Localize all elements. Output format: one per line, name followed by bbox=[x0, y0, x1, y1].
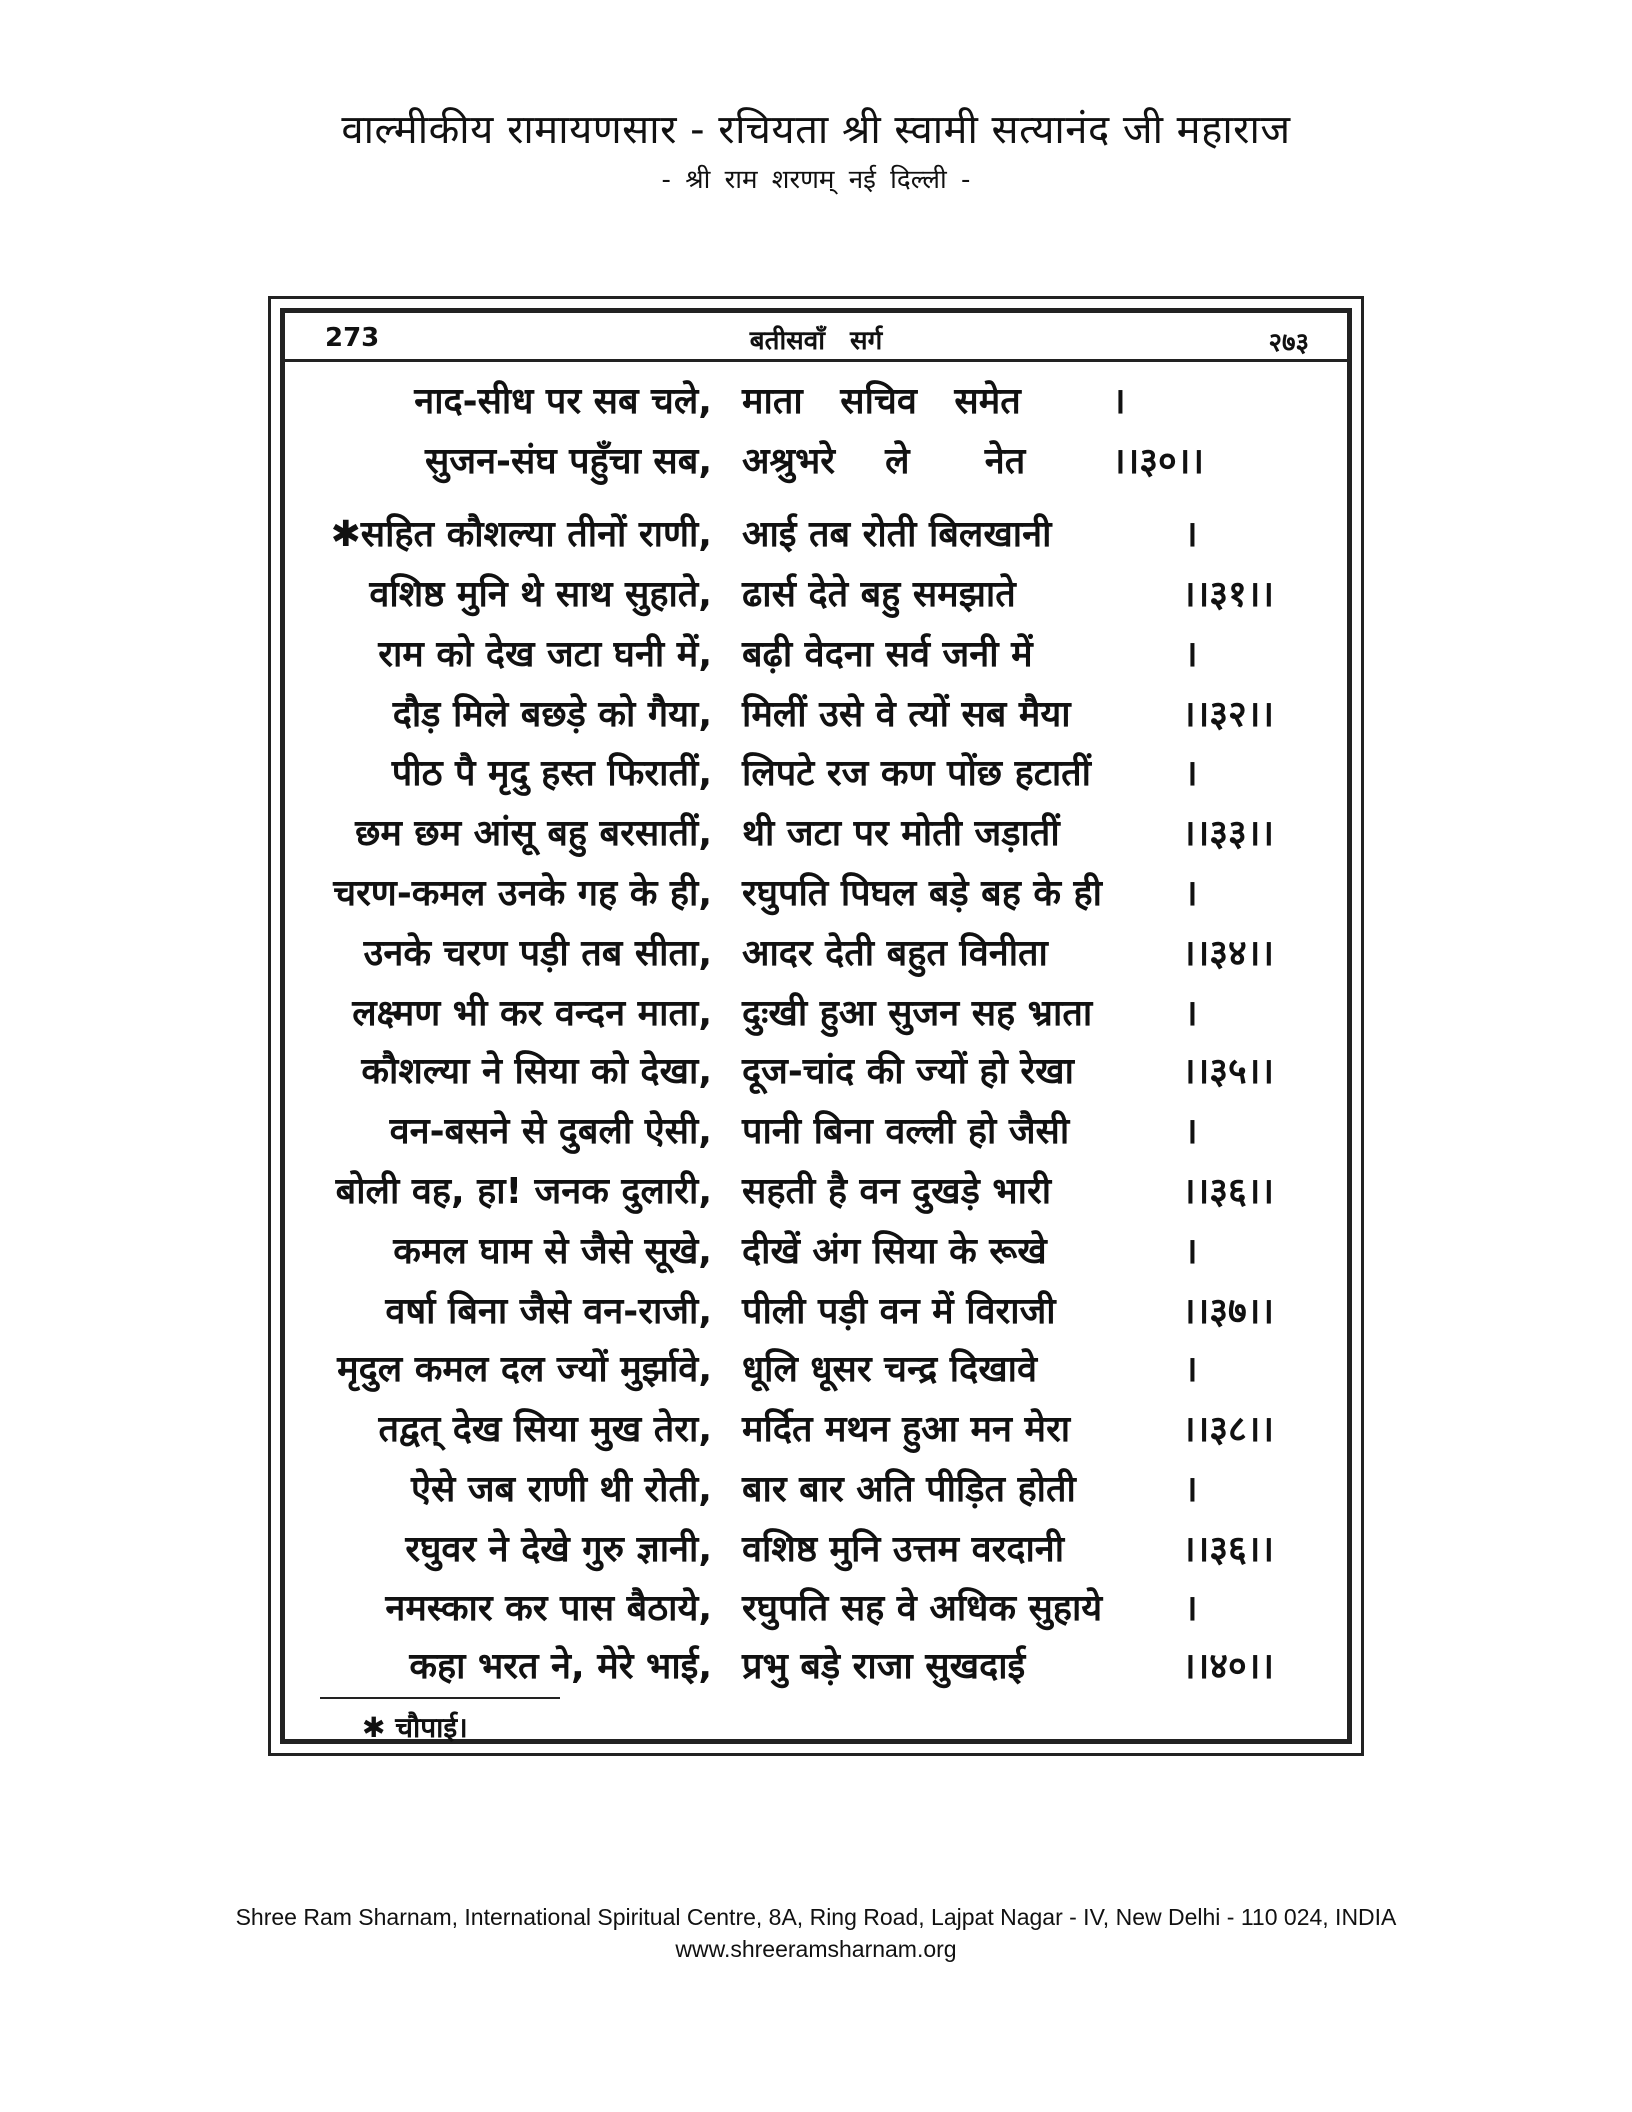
verse-line-second-half: दुःखी हुआ सुजन सह भ्राता bbox=[742, 993, 1093, 1034]
verse-line-first-half: बोली वह, हा! जनक दुलारी, bbox=[335, 1171, 712, 1212]
verse-marker: । bbox=[1184, 753, 1198, 794]
verse-line-first-half: कहा भरत ने, मेरे भाई, bbox=[409, 1646, 712, 1687]
verse-marker: । bbox=[1184, 1111, 1198, 1152]
verse-marker: ।।३६।। bbox=[1182, 1171, 1275, 1212]
verse-line-first-half: नमस्कार कर पास बैठाये, bbox=[385, 1588, 712, 1629]
document-title: वाल्मीकीय रामायणसार - रचियता श्री स्वामी सत्यानंद जी महाराज bbox=[341, 107, 1291, 153]
verse-line-second-half: दूज-चांद की ज्यों हो रेखा bbox=[742, 1051, 1074, 1092]
verse-line-second-half: रघुपति पिघल बड़े बह के ही bbox=[742, 873, 1102, 914]
verse-marker: ।।३५।। bbox=[1182, 1051, 1275, 1092]
verse-line-first-half: पीठ पै मृदु हस्त फिरातीं, bbox=[391, 753, 712, 794]
verse-line-second-half: मिलीं उसे वे त्यों सब मैया bbox=[742, 694, 1071, 735]
verse-marker: ।।३७।। bbox=[1182, 1291, 1275, 1332]
verse-marker: ।।३८।। bbox=[1182, 1409, 1275, 1450]
verse-line-second-half: लिपटे रज कण पोंछ हटातीं bbox=[742, 753, 1092, 794]
page-header-bar bbox=[285, 313, 1347, 362]
verse-marker: । bbox=[1184, 993, 1198, 1034]
verse-line-first-half: तद्वत् देख सिया मुख तेरा, bbox=[378, 1409, 712, 1450]
verse-line-first-half: मृदुल कमल दल ज्यों मुर्झावे, bbox=[337, 1349, 712, 1390]
verse-line-second-half: बार बार अति पीड़ित होती bbox=[742, 1469, 1076, 1510]
document-subtitle: - श्री राम शरणम् नई दिल्ली - bbox=[661, 165, 971, 195]
verse-marker: । bbox=[1184, 1231, 1198, 1272]
verse-line-first-half: सुजन-संघ पहुँचा सब, bbox=[425, 441, 712, 482]
page-number-latin: 273 bbox=[325, 323, 380, 353]
underline-mark bbox=[320, 1697, 560, 1699]
verse-marker: । bbox=[1184, 1349, 1198, 1390]
verse-marker: ।।४०।। bbox=[1182, 1646, 1275, 1687]
verse-line-first-half: उनके चरण पड़ी तब सीता, bbox=[363, 933, 712, 974]
verse-marker: ।।३१।। bbox=[1182, 574, 1275, 615]
verse-marker: । bbox=[1112, 381, 1126, 422]
verse-line-first-half: दौड़ मिले बछड़े को गैया, bbox=[392, 694, 712, 735]
verse-line-first-half: रघुवर ने देखे गुरु ज्ञानी, bbox=[405, 1529, 712, 1570]
verse-marker: ।।३६।। bbox=[1182, 1529, 1275, 1570]
verse-line-second-half: सहती है वन दुखड़े भारी bbox=[742, 1171, 1052, 1212]
verse-marker: ।।३३।। bbox=[1182, 813, 1275, 854]
verse-line-first-half: राम को देख जटा घनी में, bbox=[378, 634, 712, 675]
verse-line-second-half: धूलि धूसर चन्द्र दिखावे bbox=[742, 1349, 1037, 1390]
verse-marker: ।।३२।। bbox=[1182, 694, 1275, 735]
verse-marker: ।।३४।। bbox=[1182, 933, 1275, 974]
verse-line-second-half: अश्रुभरे ले नेत bbox=[742, 441, 1026, 482]
verse-line-second-half: माता सचिव समेत bbox=[742, 381, 1021, 422]
verse-line-first-half: वशिष्ठ मुनि थे साथ सुहाते, bbox=[369, 574, 712, 615]
verse-line-second-half: रघुपति सह वे अधिक सुहाये bbox=[742, 1588, 1103, 1629]
verse-line-second-half: पानी बिना वल्ली हो जैसी bbox=[742, 1111, 1070, 1152]
verse-marker: । bbox=[1184, 514, 1198, 555]
verse-line-first-half: कौशल्या ने सिया को देखा, bbox=[361, 1051, 712, 1092]
page-number-devanagari: २७३ bbox=[1268, 328, 1309, 358]
verse-line-second-half: पीली पड़ी वन में विराजी bbox=[742, 1291, 1056, 1332]
verse-line-second-half: बढ़ी वेदना सर्व जनी में bbox=[742, 634, 1033, 675]
verse-line-first-half: ✱सहित कौशल्या तीनों राणी, bbox=[330, 514, 712, 555]
verse-line-second-half: वशिष्ठ मुनि उत्तम वरदानी bbox=[742, 1529, 1065, 1570]
verse-marker: । bbox=[1184, 1469, 1198, 1510]
verse-line-second-half: आदर देती बहुत विनीता bbox=[742, 933, 1048, 974]
verse-line-second-half: मर्दित मथन हुआ मन मेरा bbox=[742, 1409, 1071, 1450]
verse-line-first-half: लक्ष्मण भी कर वन्दन माता, bbox=[352, 993, 712, 1034]
footer-address: Shree Ram Sharnam, International Spiritual Centre, 8A, Ring Road, Lajpat Nagar - IV, New Delhi - 110 024, INDIA bbox=[235, 1904, 1397, 1930]
verse-line-first-half: चरण-कमल उनके गह के ही, bbox=[333, 873, 712, 914]
verse-marker: ।।३०।। bbox=[1112, 441, 1205, 482]
verse-line-second-half: आई तब रोती बिलखानी bbox=[742, 514, 1052, 555]
verse-line-second-half: प्रभु बड़े राजा सुखदाई bbox=[742, 1646, 1026, 1687]
verse-line-second-half: थी जटा पर मोती जड़ातीं bbox=[742, 813, 1060, 854]
verse-marker: । bbox=[1184, 1588, 1198, 1629]
verse-line-first-half: नाद-सीध पर सब चले, bbox=[414, 381, 712, 422]
footnote: ✱ चौपाई। bbox=[362, 1711, 468, 1744]
verse-line-first-half: कमल घाम से जैसे सूखे, bbox=[393, 1231, 712, 1272]
verse-line-first-half: ऐसे जब राणी थी रोती, bbox=[411, 1469, 712, 1510]
verse-line-second-half: दीखें अंग सिया के रूखे bbox=[742, 1231, 1047, 1272]
verse-marker: । bbox=[1184, 634, 1198, 675]
verse-line-second-half: ढार्स देते बहु समझाते bbox=[742, 574, 1016, 615]
verse-marker: । bbox=[1184, 873, 1198, 914]
verse-line-first-half: वर्षा बिना जैसे वन-राजी, bbox=[385, 1291, 712, 1332]
verse-line-first-half: छम छम आंसू बहु बरसातीं, bbox=[355, 813, 712, 854]
footer-website: www.shreeramsharnam.org bbox=[675, 1936, 957, 1962]
chapter-title: बतीसवाँ सर्ग bbox=[749, 326, 883, 356]
verse-line-first-half: वन-बसने से दुबली ऐसी, bbox=[389, 1111, 712, 1152]
